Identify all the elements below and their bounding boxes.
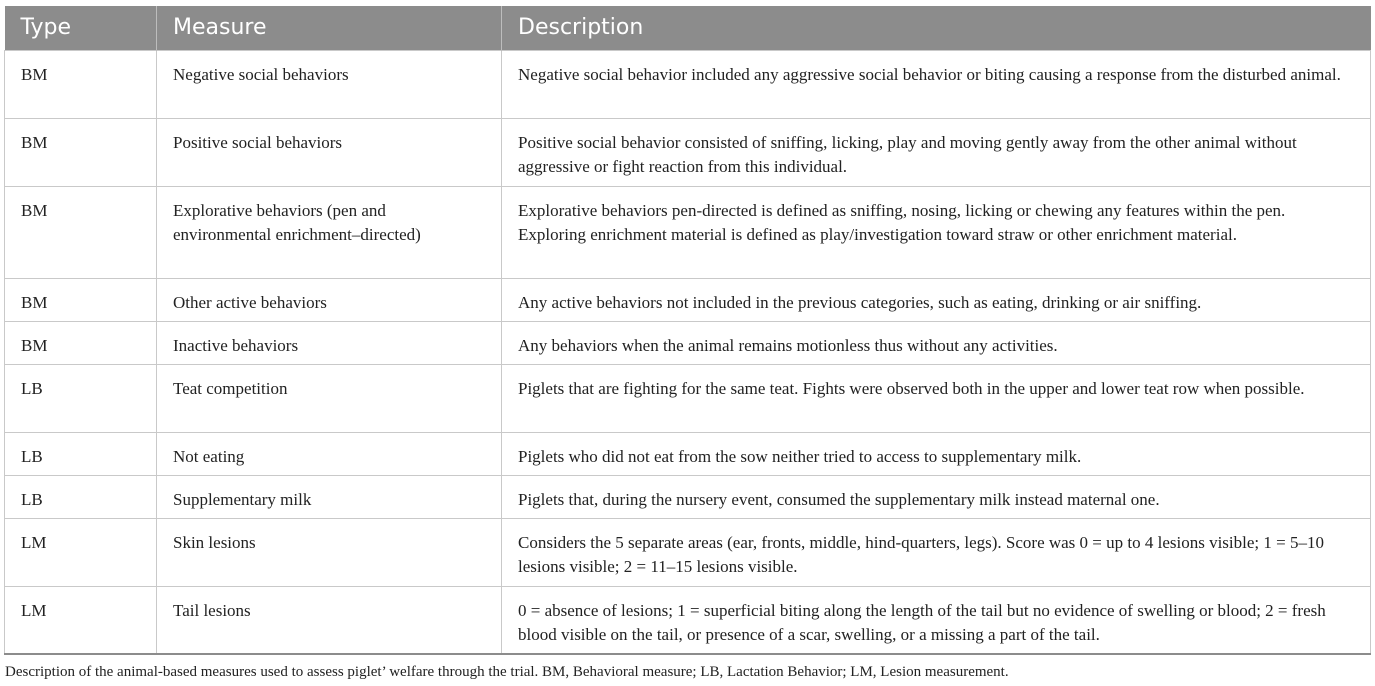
cell-type: LM	[5, 586, 157, 654]
cell-type: BM	[5, 118, 157, 186]
cell-measure: Other active behaviors	[157, 278, 502, 321]
cell-description: Piglets that, during the nursery event, consumed the supplementary milk instead maternal one.	[502, 475, 1371, 518]
cell-description: Piglets that are fighting for the same teat. Fights were observed both in the upper and lower teat row when possible.	[502, 364, 1371, 432]
cell-description: Considers the 5 separate areas (ear, fronts, middle, hind-quarters, legs). Score was 0 = up to 4 lesions visible; 1 = 5–10 lesions visible; 2 = 11–15 lesions visible.	[502, 518, 1371, 586]
cell-description: Positive social behavior consisted of sniffing, licking, play and moving gently away from the other animal without aggressive or fight reaction from this individual.	[502, 118, 1371, 186]
table-container	[4, 6, 1370, 655]
cell-measure: Positive social behaviors	[157, 118, 502, 186]
cell-type: LB	[5, 432, 157, 475]
cell-type: BM	[5, 321, 157, 364]
table-row	[5, 321, 1371, 364]
cell-measure: Supplementary milk	[157, 475, 502, 518]
header-type: Type	[5, 6, 157, 50]
cell-type: LB	[5, 475, 157, 518]
header-description: Description	[502, 6, 1371, 50]
table-row	[5, 118, 1371, 186]
cell-description: Piglets who did not eat from the sow neither tried to access to supplementary milk.	[502, 432, 1371, 475]
cell-measure: Tail lesions	[157, 586, 502, 654]
table-row	[5, 186, 1371, 278]
cell-description: Negative social behavior included any aggressive social behavior or biting causing a response from the disturbed animal.	[502, 50, 1371, 118]
table-row	[5, 475, 1371, 518]
cell-type: LB	[5, 364, 157, 432]
cell-type: LM	[5, 518, 157, 586]
cell-measure: Inactive behaviors	[157, 321, 502, 364]
cell-description: 0 = absence of lesions; 1 = superficial biting along the length of the tail but no evidence of swelling or blood; 2 = fresh blood visible on the tail, or presence of a scar, swelling, or a missing a part of the tail.	[502, 586, 1371, 654]
cell-measure: Not eating	[157, 432, 502, 475]
table-row	[5, 432, 1371, 475]
table-row	[5, 364, 1371, 432]
table-row	[5, 278, 1371, 321]
table-row	[5, 50, 1371, 118]
cell-description: Any active behaviors not included in the previous categories, such as eating, drinking or air sniffing.	[502, 278, 1371, 321]
measures-table	[4, 6, 1371, 655]
cell-type: BM	[5, 278, 157, 321]
cell-measure: Negative social behaviors	[157, 50, 502, 118]
table-caption: Description of the animal-based measures used to assess piglet’ welfare through the trial. BM, Behavioral measure; LB, Lactation Behavior; LM, Lesion measurement.	[5, 664, 1009, 680]
cell-measure: Explorative behaviors (pen and environmental enrichment–directed)	[157, 186, 502, 278]
header-measure: Measure	[157, 6, 502, 50]
cell-type: BM	[5, 186, 157, 278]
table-row	[5, 586, 1371, 654]
cell-measure: Teat competition	[157, 364, 502, 432]
cell-description: Any behaviors when the animal remains motionless thus without any activities.	[502, 321, 1371, 364]
cell-description: Explorative behaviors pen-directed is defined as sniffing, nosing, licking or chewing any features within the pen. Exploring enrichment material is defined as play/investigation toward straw or other enrichment material.	[502, 186, 1371, 278]
cell-type: BM	[5, 50, 157, 118]
header-row	[5, 6, 1371, 50]
table-row	[5, 518, 1371, 586]
cell-measure: Skin lesions	[157, 518, 502, 586]
